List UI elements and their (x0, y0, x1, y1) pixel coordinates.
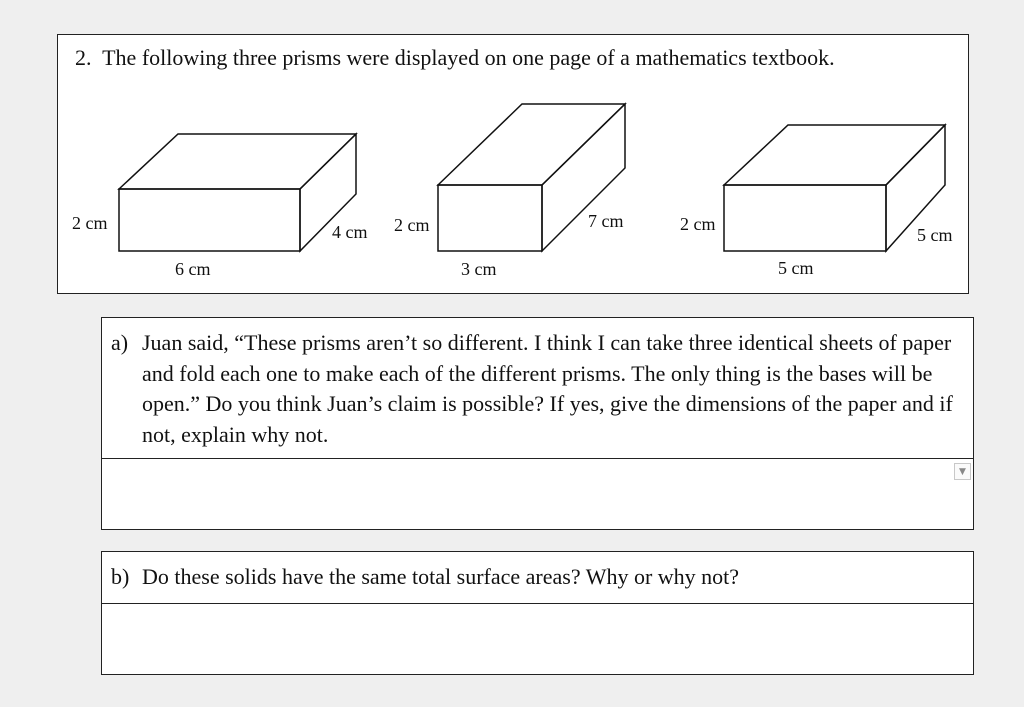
problem-statement: The following three prisms were displayed on one page of a mathematics textbook. (102, 45, 835, 70)
prisms-figure (58, 35, 970, 295)
prism-3-width-label: 5 cm (778, 258, 814, 278)
prism-2-front-face (438, 185, 542, 251)
question-a-box (101, 317, 974, 530)
prism-2-height-label: 2 cm (394, 215, 430, 235)
prism-1-front-face (119, 189, 300, 251)
prism-3-height-label: 2 cm (680, 214, 716, 234)
prism-3 (724, 125, 945, 251)
question-b-box (101, 551, 974, 675)
prism-2-width-label: 3 cm (461, 259, 497, 279)
question-b-letter: b) (111, 564, 130, 589)
prism-2-depth-label: 7 cm (588, 211, 624, 231)
question-a-answer-field[interactable] (102, 459, 973, 529)
prism-1-top-face (119, 134, 356, 189)
question-a-prompt: Juan said, “These prisms aren’t so different. I think I can take three identical sheets of paper and fold each one to make each of the different prisms. The only thing is the bases will be open.” Do you think Juan’s claim is possible? If yes, give the dimensions of the paper and if not, explain why not. (142, 330, 953, 447)
prism-2-top-face (438, 104, 625, 185)
prism-1-height-label: 2 cm (72, 213, 108, 233)
prism-3-front-face (724, 185, 886, 251)
problem-number: 2. (75, 45, 92, 70)
prism-1-depth-label: 4 cm (332, 222, 368, 242)
question-b-answer-field[interactable] (102, 604, 973, 674)
question-a-text-cell (102, 318, 973, 459)
prism-1 (119, 134, 356, 251)
prism-3-top-face (724, 125, 945, 185)
problem-figure-box (57, 34, 969, 294)
question-a-letter: a) (111, 330, 129, 355)
prism-3-depth-label: 5 cm (917, 225, 953, 245)
chevron-down-icon[interactable]: ▼ (954, 463, 971, 480)
question-b-prompt: Do these solids have the same total surface areas? Why or why not? (142, 564, 740, 589)
prism-1-width-label: 6 cm (175, 259, 211, 279)
question-b-text-cell (102, 552, 973, 604)
